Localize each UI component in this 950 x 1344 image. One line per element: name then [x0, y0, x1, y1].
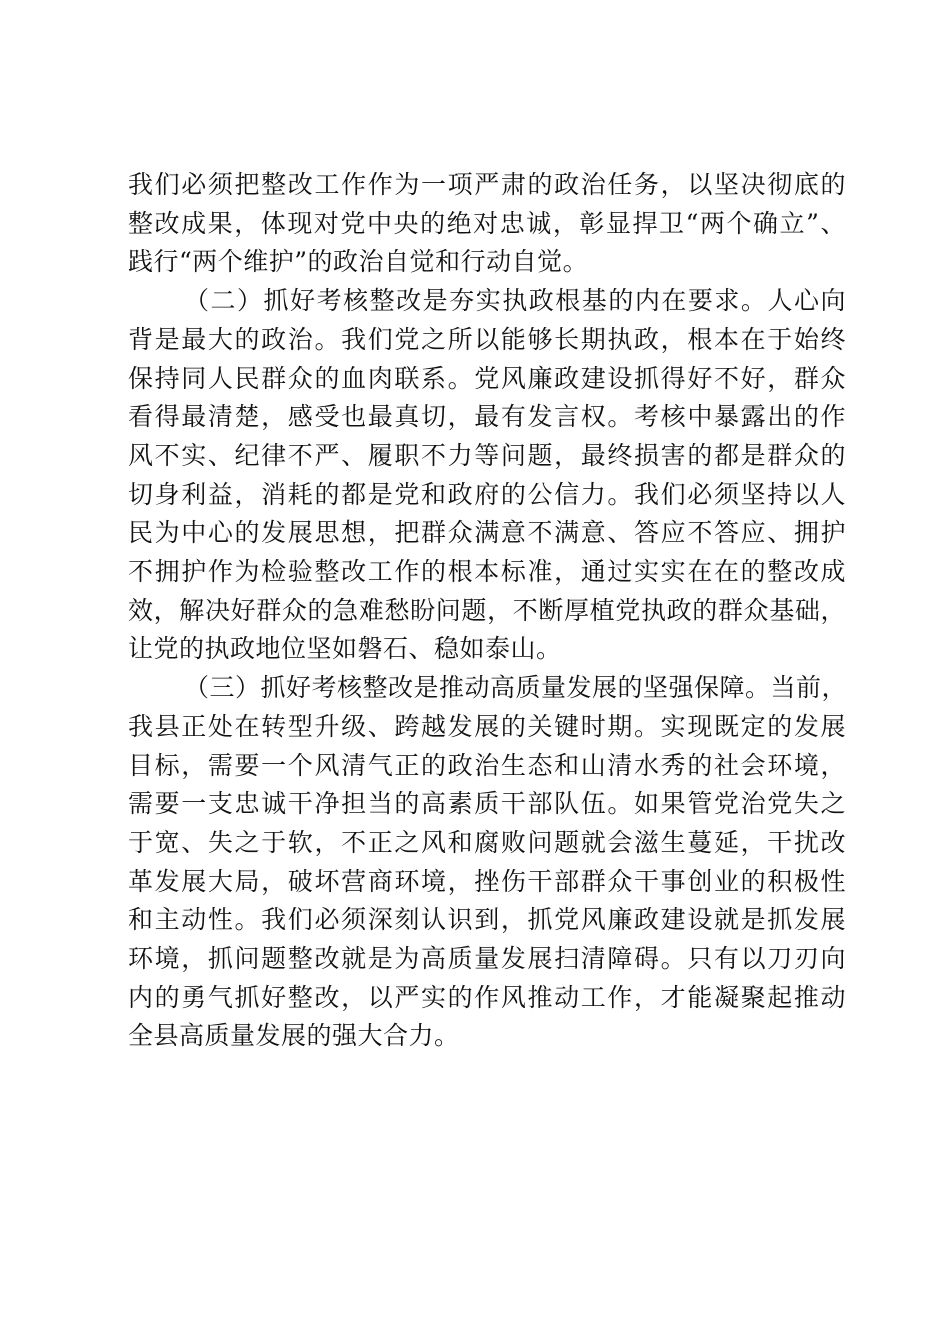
text-line: 保持同人民群众的血肉联系。党风廉政建设抓得好不好，群众 [128, 363, 846, 393]
text-line: 践行“两个维护”的政治自觉和行动自觉。 [128, 247, 589, 277]
document-body [128, 166, 846, 1056]
text-line: 背是最大的政治。我们党之所以能够长期执政，根本在于始终 [128, 324, 846, 354]
text-line: 环境，抓问题整改就是为高质量发展扫清障碍。只有以刀刃向 [128, 944, 846, 974]
paragraph-continuation [128, 166, 846, 282]
text-line: （二）抓好考核整改是夯实执政根基的内在要求。人心向 [184, 286, 846, 316]
text-line: 不拥护作为检验整改工作的根本标准，通过实实在在的整改成 [128, 557, 846, 587]
text-line: 和主动性。我们必须深刻认识到，抓党风廉政建设就是抓发展 [128, 905, 846, 935]
text-line: 整改成果，体现对党中央的绝对忠诚，彰显捍卫“两个确立”、 [128, 208, 846, 238]
text-line: 效，解决好群众的急难愁盼问题，不断厚植党执政的群众基础， [128, 595, 846, 625]
text-line: 内的勇气抓好整改，以严实的作风推动工作，才能凝聚起推动 [128, 982, 846, 1012]
text-line: 看得最清楚，感受也最真切，最有发言权。考核中暴露出的作 [128, 402, 846, 432]
text-line: 需要一支忠诚干净担当的高素质干部队伍。如果管党治党失之 [128, 789, 846, 819]
text-line: （三）抓好考核整改是推动高质量发展的坚强保障。当前， [184, 673, 848, 703]
paragraph-section-three [128, 669, 846, 1056]
text-line: 我们必须把整改工作作为一项严肃的政治任务，以坚决彻底的 [128, 170, 846, 199]
text-line: 全县高质量发展的强大合力。 [128, 1021, 460, 1051]
text-line: 风不实、纪律不严、履职不力等问题，最终损害的都是群众的 [128, 440, 846, 470]
text-line: 我县正处在转型升级、跨越发展的关键时期。实现既定的发展 [128, 711, 846, 741]
text-line: 革发展大局，破坏营商环境，挫伤干部群众干事创业的积极性 [128, 866, 846, 896]
text-line: 民为中心的发展思想，把群众满意不满意、答应不答应、拥护 [128, 518, 846, 548]
paragraph-section-two [128, 282, 846, 669]
text-line: 目标，需要一个风清气正的政治生态和山清水秀的社会环境， [128, 750, 846, 780]
text-line: 让党的执政地位坚如磐石、稳如泰山。 [128, 634, 562, 664]
text-line: 于宽、失之于软，不正之风和腐败问题就会滋生蔓延，干扰改 [128, 827, 846, 857]
text-line: 切身利益，消耗的都是党和政府的公信力。我们必须坚持以人 [128, 479, 846, 509]
